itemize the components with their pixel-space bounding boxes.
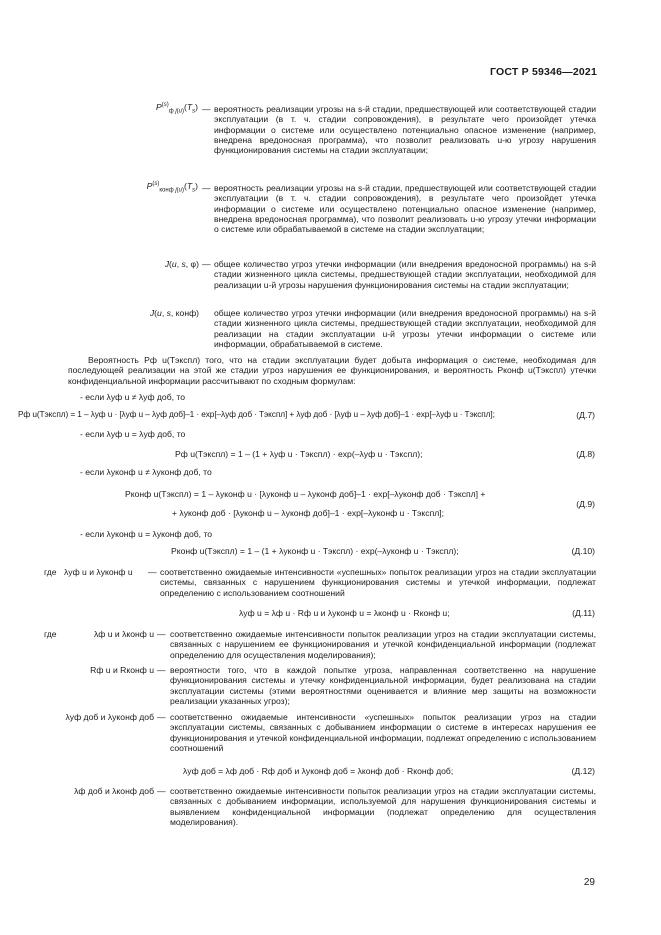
formula-d11: λyф u = λф u · Rф u и λyконф u = λконф u · Rконф u; (239, 608, 450, 618)
formula-number-d12: (Д.12) (571, 766, 595, 776)
formula-d9-line2: + λyконф доб · [λyконф u – λyконф доб]–1 · exp[–λyконф u · Tэкспл]; (172, 508, 445, 518)
definition-text: общее количество угроз утечки информации (или внедрения вредоносной программы) на s-й стадии жизненного цикла системы, предшествующей стадии эксплуатации, необходимой для реализации на стадии эксплуатации u-й угрозы утечки информации о системе или информации, обрабатываемой в системе. (214, 308, 596, 349)
definition-symbol: J(u, s, конф) (149, 308, 199, 318)
where-item-symbol: λф доб и λконф доб (74, 786, 154, 796)
formula-number-d11: (Д.11) (572, 608, 595, 618)
where-text: соответственно ожидаемые интенсивности «успешных» попыток реализации угроз на стадии эксплуатации системы, связанных с нарушением функционирования системы и утечкой информации, подлежат определению с использованием соотношений (160, 567, 596, 598)
formula-number-d9: (Д.9) (576, 499, 595, 509)
definition-text: вероятность реализации угрозы на s-й стадии, предшествующей или соответствующей стадии эксплуатации (в т. ч. стадии сопровождения), в результате чего произойдет утечка информации о системе или осуществлено потенциально опасное изменение (например, внедрена вредоносная программа), что позволит реализовать u-ю угрозу утечки информации о системе или обрабатываемой в системе на стадии эксплуатации; (214, 183, 596, 235)
where-item (0, 712, 661, 767)
where-item-symbol: λyф доб и λyконф доб (65, 712, 154, 722)
condition-4: - если λyконф u = λyконф доб, то (80, 529, 213, 539)
page-number: 29 (583, 877, 595, 888)
where-item-symbol: Rф u и Rконф u (90, 665, 154, 675)
condition-3: - если λyконф u ≠ λyконф доб, то (80, 467, 212, 477)
where-item-text: соответственно ожидаемые интенсивности попыток реализации угроз на стадии эксплуатации системы, связанных с нарушением ее функционирования и утечкой конфиденциальной информации (подлежат определению для осуществления моделирования); (170, 629, 596, 660)
condition-2: - если λyф u = λyф доб, то (80, 429, 186, 439)
definition-text: общее количество угроз утечки информации (или внедрения вредоносной программы) на s-й стадии жизненного цикла системы, предшествующей стадии эксплуатации, необходимой для реализации u-й угрозы нарушения функционирования системы на стадии эксплуатации; (214, 259, 596, 290)
definition-dash: — (202, 259, 211, 269)
where-symbol: λyф u и λyконф u (64, 567, 133, 577)
where-lead: где (44, 629, 57, 639)
definition-symbol: $P^{(s)}_{ф j(u)}(T_s)$ (155, 102, 198, 115)
where-item-dash: — (157, 786, 166, 796)
where-item (0, 786, 661, 836)
where-item-text: соответственно ожидаемые интенсивности «успешных» попыток реализации угроз на стадии эксплуатации системы, связанных с добыванием информации о системе в интересах нарушения ее функционирования и утечкой конфиденциальной информации, подлежат определению с использованием соотношений (170, 712, 596, 753)
standard-header: ГОСТ Р 59346—2021 (489, 66, 597, 78)
definition-item (0, 102, 661, 172)
definition-symbol: $P^{(s)}_{конф j(u)}(T_s)$ (146, 181, 198, 194)
paragraph-text: Вероятность Pф u(Tэкспл) того, что на стадии эксплуатации будет добыта информация о системе, необходимая для последующей реализации на этой же стадии угроз нарушения ее функционирования, и вероятность Pконф u(Tэкспл) утечки конфиденциальной информации рассчитывают по сходным формулам: (68, 355, 596, 386)
where-item-dash: — (157, 665, 166, 675)
where-item-text: соответственно ожидаемые интенсивности попыток реализации угроз на стадии эксплуатации системы, связанных с добыванием информации, используемой для нарушения функционирования системы и выявлением конфиденциальной информации (подлежат определению для осуществления моделирования). (170, 786, 596, 827)
definition-item (0, 181, 661, 256)
where-item-dash: — (157, 712, 166, 722)
formula-d12: λyф доб = λф доб · Rф доб и λyконф доб = λконф доб · Rконф доб; (183, 766, 454, 776)
formula-d9-line1: Pконф u(Tэкспл) = 1 – λyконф u · [λyконф u – λyконф доб]–1 · exp[–λyконф доб · Tэкспл] + (125, 489, 486, 499)
where-lead: где (44, 567, 57, 577)
formula-d10: Pконф u(Tэкспл) = 1 – (1 + λyконф u · Tэкспл) · exp(–λyконф u · Tэкспл); (171, 546, 459, 556)
where-item-symbol: λф u и λконф u (93, 629, 154, 639)
definition-dash: — (202, 183, 211, 193)
condition-1: - если λyф u ≠ λyф доб, то (80, 392, 186, 402)
definition-symbol: J(u, s, φ) (164, 259, 199, 269)
definition-item (0, 259, 661, 309)
where-item-text: вероятности того, что в каждой попытке угроза, направленная соответственно на нарушение функционирования системы и утечку конфиденциальной информации, будет реализована на стадии эксплуатации системы (этими вероятностями оценивается и влияние мер защиты на возможности реализации указанных угроз); (170, 665, 596, 706)
formula-d8: Pф u(Tэкспл) = 1 – (1 + λyф u · Tэкспл) · exp(–λyф u · Tэкспл); (175, 449, 423, 459)
definition-dash: — (202, 104, 211, 114)
intro-paragraph (68, 355, 596, 386)
formula-number-d7: (Д.7) (576, 410, 595, 420)
where-item-dash: — (157, 629, 166, 639)
where-dash: — (148, 567, 157, 577)
definition-item (0, 308, 661, 358)
formula-number-d8: (Д.8) (576, 449, 595, 459)
formula-number-d10: (Д.10) (571, 546, 595, 556)
formula-d7: Pф u(Tэкспл) = 1 – λyф u · [λyф u – λyф доб]–1 · exp[–λyф доб · Tэкспл] + λyф доб · [λyф u – λyф доб]–1 · exp[–λyф u · Tэкспл]; (18, 409, 495, 419)
definition-text: вероятность реализации угрозы на s-й стадии, предшествующей или соответствующей стадии эксплуатации (в т. ч. стадии сопровождения), в результате чего произойдет утечка информации о системе или осуществлено потенциально опасное изменение (например, внедрена вредоносная программа), что позволит реализовать u-ю угрозу нарушения функционирования системы на стадии эксплуатации; (214, 104, 596, 156)
